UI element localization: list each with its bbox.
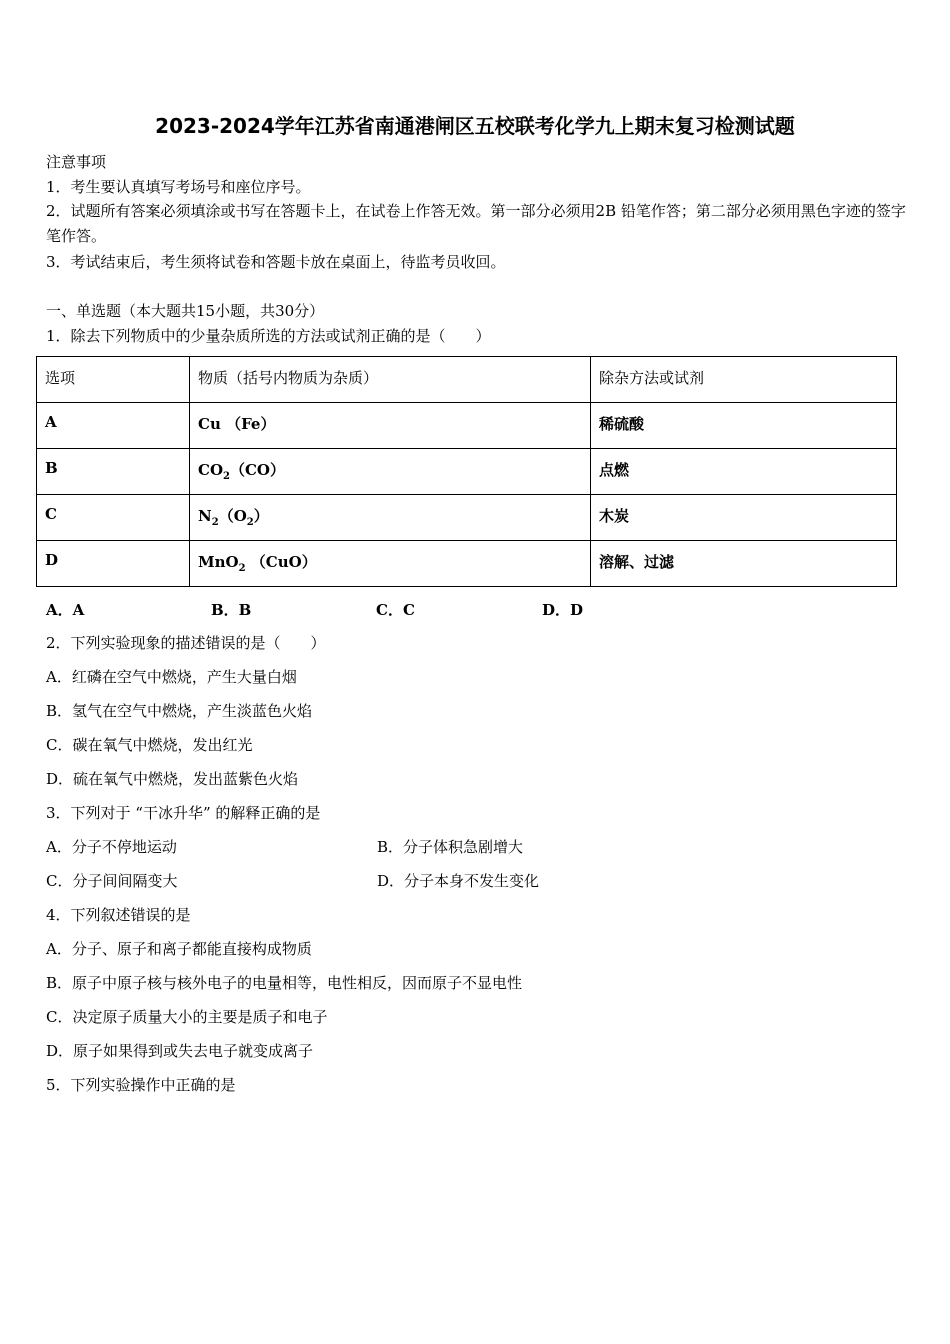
substance-cell	[190, 449, 591, 495]
question-4-option-d: D．原子如果得到或失去电子就变成离子	[46, 1042, 314, 1060]
substance-impurity: （Fe）	[226, 415, 276, 433]
method-cell: 点燃	[591, 449, 897, 495]
subscript: 2	[246, 517, 254, 528]
question-3-option-a: A．分子不停地运动	[46, 838, 177, 856]
question-4-stem: 4．下列叙述错误的是	[46, 906, 191, 924]
notice-item-2: 2．试题所有答案必须填涂或书写在答题卡上，在试卷上作答无效。第一部分必须用2B 铅笔作答；第二部分必须用黑色字迹的签字笔作答。	[46, 202, 906, 245]
option-cell: B	[37, 449, 190, 495]
page-title: 2023-2024学年江苏省南通港闸区五校联考化学九上期末复习检测试题	[155, 114, 795, 138]
substance-main: Cu	[198, 415, 221, 433]
question-5-stem: 5．下列实验操作中正确的是	[46, 1076, 236, 1094]
table-header-cell: 选项	[37, 357, 190, 403]
notice-item-3: 3．考试结束后，考生须将试卷和答题卡放在桌面上，待监考员收回。	[46, 253, 506, 271]
substance-main: MnO	[198, 553, 239, 571]
section-heading: 一、单选题（本大题共15小题，共30分）	[46, 302, 325, 320]
substance-cell	[190, 403, 591, 449]
option-b: B．B	[211, 601, 252, 619]
question-4-option-c: C．决定原子质量大小的主要是质子和电子	[46, 1008, 328, 1026]
notice-heading: 注意事项	[46, 153, 107, 171]
option-cell: C	[37, 495, 190, 541]
question-3-option-b: B．分子体积急剧增大	[377, 838, 524, 856]
question-2-option-b: B．氢气在空气中燃烧，产生淡蓝色火焰	[46, 702, 313, 720]
question-3-stem: 3．下列对于 “干冰升华” 的解释正确的是	[46, 804, 321, 822]
option-cell: D	[37, 541, 190, 587]
question-3-option-d: D．分子本身不发生变化	[377, 872, 540, 890]
substance-cell	[190, 541, 591, 587]
substance-impurity: （O	[218, 507, 247, 525]
question-3-option-c: C．分子间间隔变大	[46, 872, 178, 890]
method-cell: 稀硫酸	[591, 403, 897, 449]
question-1-stem: 1．除去下列物质中的少量杂质所选的方法或试剂正确的是（ ）	[46, 327, 491, 345]
table-row	[37, 449, 897, 495]
question-4-option-a: A．分子、原子和离子都能直接构成物质	[46, 940, 312, 958]
substance-cell	[190, 495, 591, 541]
option-d: D．D	[542, 601, 584, 619]
table-header-cell: 除杂方法或试剂	[591, 357, 897, 403]
subscript: 2	[238, 563, 246, 574]
question-1-table	[36, 356, 897, 587]
substance-main: CO	[198, 461, 224, 479]
option-cell: A	[37, 403, 190, 449]
method-cell: 溶解、过滤	[591, 541, 897, 587]
substance-main: N	[198, 507, 212, 525]
table-row	[37, 403, 897, 449]
question-2-stem: 2．下列实验现象的描述错误的是（ ）	[46, 634, 326, 652]
method-cell: 木炭	[591, 495, 897, 541]
question-2-option-d: D．硫在氧气中燃烧，发出蓝紫色火焰	[46, 770, 299, 788]
table-header-row	[37, 357, 897, 403]
option-c: C．C	[376, 601, 415, 619]
question-4-option-b: B．原子中原子核与核外电子的电量相等，电性相反，因而原子不显电性	[46, 974, 523, 992]
impurity-tail: ）	[253, 507, 269, 525]
subscript: 2	[223, 471, 230, 482]
notice-item-1: 1．考生要认真填写考场号和座位序号。	[46, 178, 311, 196]
option-a: A．A	[46, 601, 85, 619]
substance-impurity: （CuO）	[250, 553, 317, 571]
subscript: 2	[211, 517, 219, 528]
question-2-option-c: C．碳在氧气中燃烧，发出红光	[46, 736, 253, 754]
table-header-cell: 物质（括号内物质为杂质）	[190, 357, 591, 403]
substance-impurity: （CO）	[229, 461, 285, 479]
table-row	[37, 495, 897, 541]
question-2-option-a: A．红磷在空气中燃烧，产生大量白烟	[46, 668, 297, 686]
table-row	[37, 541, 897, 587]
